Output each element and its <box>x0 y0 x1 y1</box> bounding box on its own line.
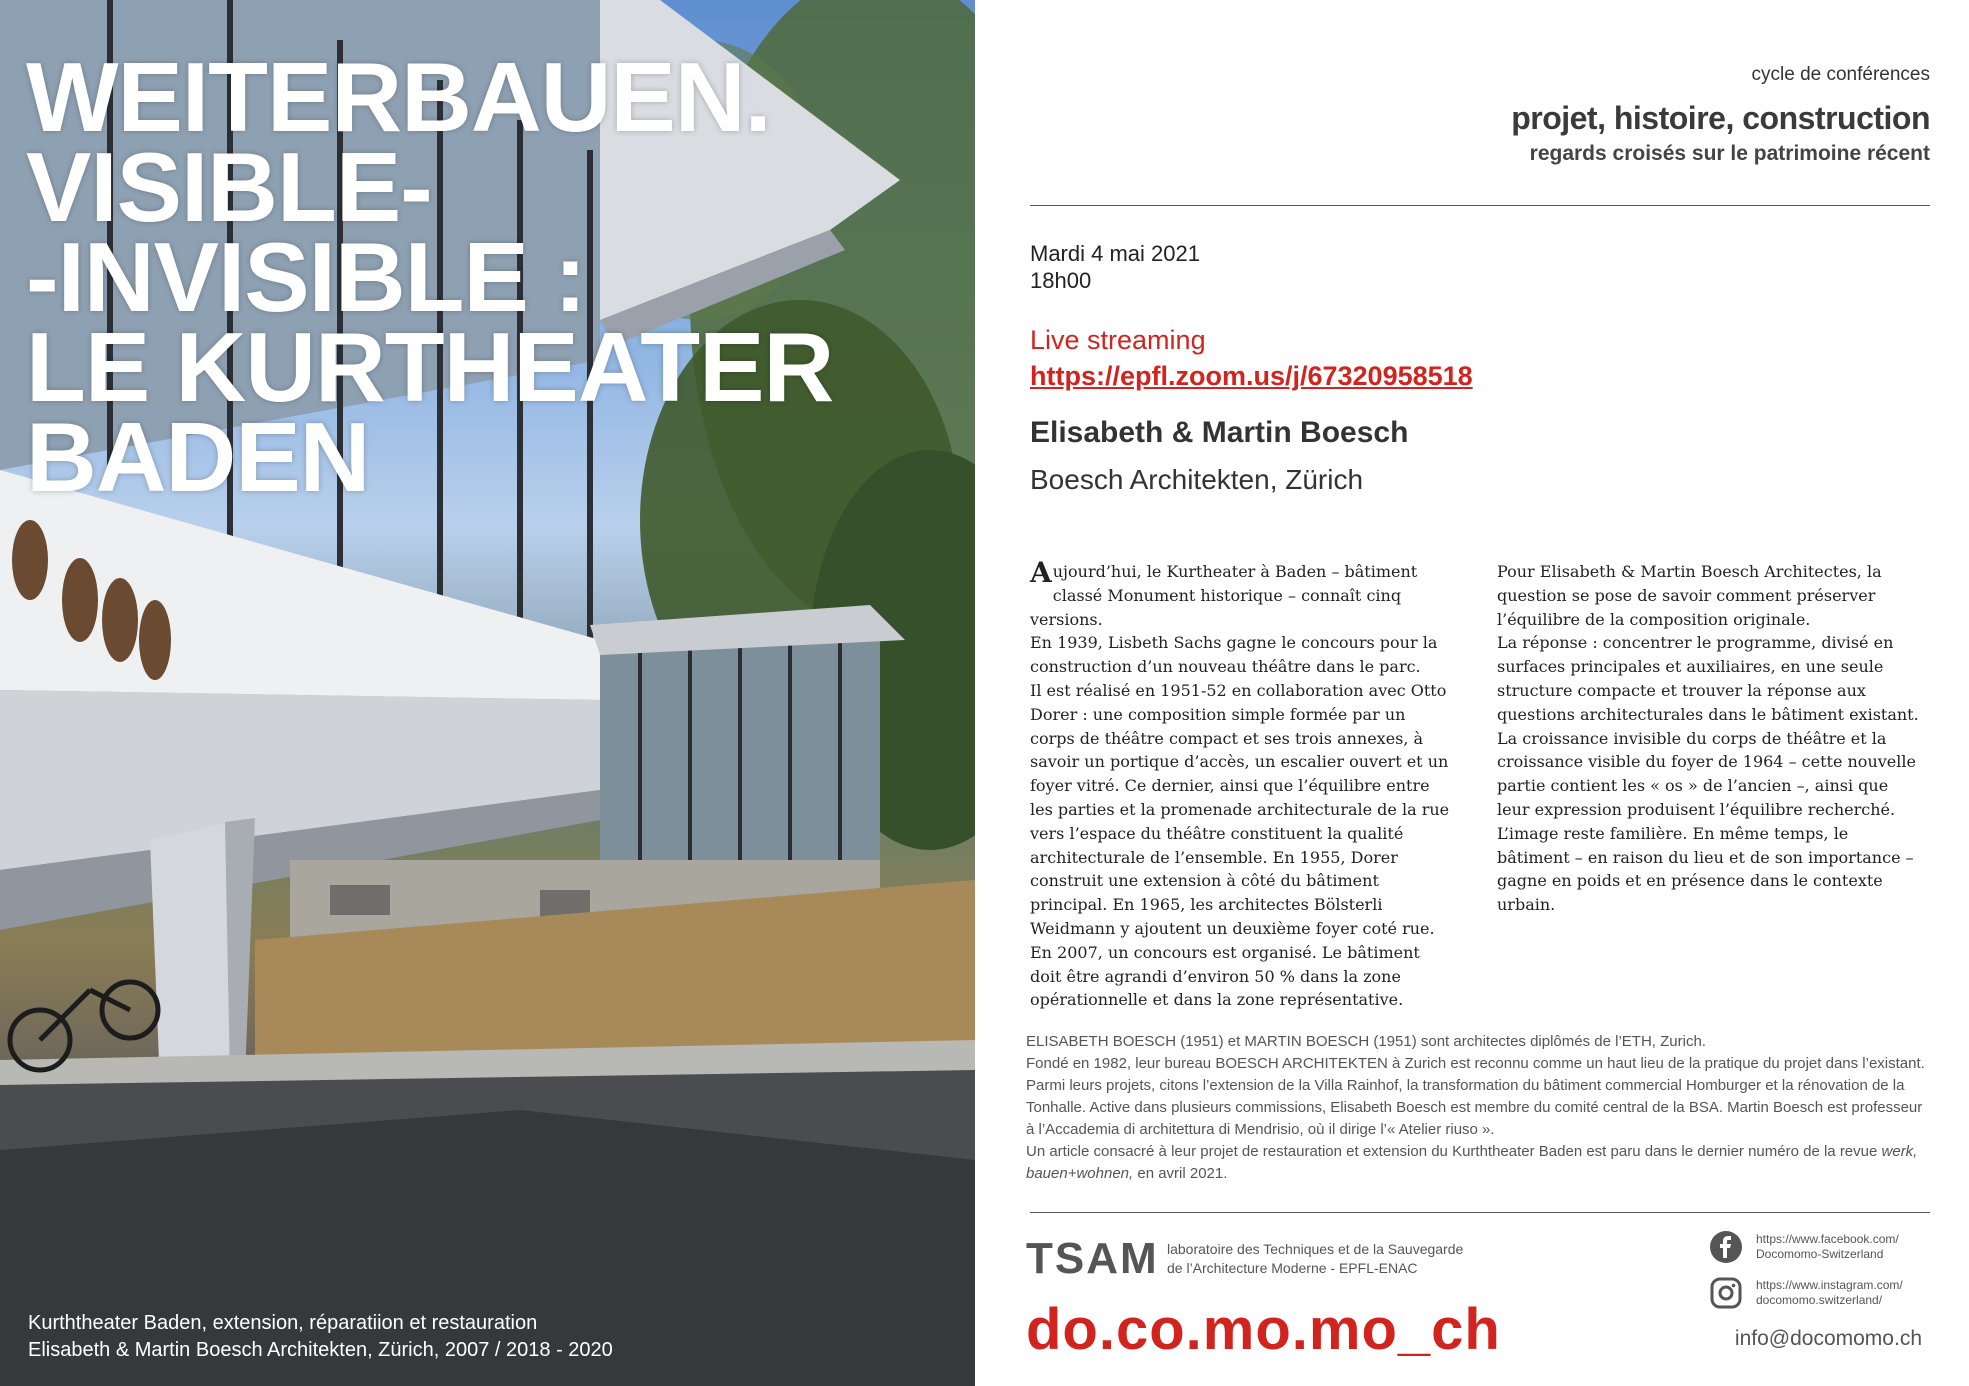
photo-caption-line: Kurththeater Baden, extension, réparatiion et restauration <box>28 1312 538 1334</box>
series-label: cycle de conférences <box>1751 64 1930 85</box>
architects-bio <box>1026 1031 1926 1185</box>
series-title: projet, histoire, construction <box>1511 100 1930 136</box>
body-paragraph: La croissance invisible du corps de théâtre et la croissance visible du foyer de 1964 – cette nouvelle partie contient les « os » de l’ancien –, ainsi que leur expression produisent l’équilibre recherché. <box>1497 728 1916 819</box>
tsam-description-line: de l’Architecture Moderne - EPFL-ENAC <box>1167 1260 1418 1276</box>
tsam-logo: TSAM <box>1026 1234 1159 1283</box>
contact-email[interactable]: info@docomomo.ch <box>1734 1327 1922 1350</box>
instagram-link[interactable] <box>1710 1277 1903 1309</box>
info-column <box>1026 0 1930 1386</box>
live-stream <box>1030 322 1473 394</box>
photo-caption <box>28 1310 613 1364</box>
poster-title <box>26 42 834 512</box>
tsam-description-line: laboratoire des Techniques et de la Sauvegarde <box>1167 1241 1464 1257</box>
poster-title-line: -INVISIBLE : <box>26 222 586 332</box>
instagram-url <box>1756 1278 1903 1308</box>
bio-text: en avril 2021. <box>1133 1165 1228 1182</box>
bio-text: Un article consacré à leur projet de restauration et extension du Kurththeater Baden est paru dans le dernier numéro de la revue <box>1026 1143 1882 1160</box>
poster-title-line: WEITERBAUEN. <box>26 42 771 152</box>
event-datetime <box>1030 240 1200 294</box>
body-paragraph: En 1939, Lisbeth Sachs gagne le concours pour la construction d’un nouveau théâtre dans le parc. <box>1030 633 1438 677</box>
live-stream-label: Live streaming <box>1030 325 1206 355</box>
body-paragraph: En 2007, un concours est organisé. Le bâtiment doit être agrandi d’environ 50 % dans la zone opérationnelle et dans la zone représentative. <box>1030 942 1420 1010</box>
zoom-link[interactable]: https://epfl.zoom.us/j/67320958518 <box>1030 361 1473 391</box>
poster-title-line: BADEN <box>26 402 370 512</box>
bio-text: à Zurich est reconnu comme un haut lieu de la pratique du projet dans l’existant. Parmi leurs projets, citons l’extension de la Villa Rainhof, la transformation du bâtiment commercial Homburger et la rénovation de la Tonhalle. Active dans plusieurs commissions, Elisabeth Boesch est membre du comité central de la BSA. Martin Boesch est professeur à l’Accademia di architettura di Mendrisio, où il dirige l’« Atelier riuso ». <box>1026 1055 1925 1138</box>
facebook-url-line: Docomomo-Switzerland <box>1756 1247 1884 1261</box>
bio-text: Fondé en 1982, leur bureau <box>1026 1055 1216 1072</box>
body-paragraph: L’image reste familière. En même temps, le bâtiment – en raison du lieu et de son importance – gagne en poids et en présence dans le contexte urbain. <box>1497 823 1914 915</box>
body-paragraph: Pour Elisabeth & Martin Boesch Architectes, la question se pose de savoir comment préserver l’équilibre de la composition originale. <box>1497 562 1882 629</box>
poster-title-line: VISIBLE- <box>26 132 432 242</box>
body-paragraph <box>1030 556 1453 631</box>
facebook-icon <box>1710 1231 1742 1263</box>
speaker-name: Elisabeth & Martin Boesch <box>1030 416 1409 449</box>
speaker-firm: Boesch Architekten, Zürich <box>1030 464 1364 495</box>
instagram-url-line: https://www.instagram.com/ <box>1756 1278 1903 1292</box>
divider <box>1030 1212 1930 1213</box>
docomomo-logo: do.co.mo.mo_ch <box>1026 1297 1501 1362</box>
tsam-description <box>1167 1240 1463 1278</box>
bio-text: (1951) sont architectes diplômés de l’ETH, Zurich. <box>1369 1033 1706 1050</box>
poster-photo <box>0 0 975 1386</box>
facebook-url-line: https://www.facebook.com/ <box>1756 1232 1899 1246</box>
body-column-1 <box>1030 556 1453 1012</box>
body-paragraph: Il est réalisé en 1951-52 en collaboration avec Otto Dorer : une composition simple formée par un corps de théâtre compact et ses trois annexes, à savoir un portique d’accès, un escalier ouvert et un foyer vitré. Ce dernier, ainsi que l’équilibre entre les parties et la promenade architecturale de la rue vers l’espace du théâtre constituent la qualité architecturale de l’ensemble. En 1955, Dorer construit une extension à côté du bâtiment principal. En 1965, les architectes Bölsterli Weidmann y ajoutent un deuxième foyer coté rue. <box>1030 680 1450 938</box>
series-subtitle: regards croisés sur le patrimoine récent <box>1529 142 1930 165</box>
event-date: Mardi 4 mai 2021 <box>1030 241 1200 266</box>
photo-caption-line: Elisabeth & Martin Boesch Architekten, Zürich, 2007 / 2018 - 2020 <box>28 1339 613 1361</box>
body-text: ujourd’hui, le Kurtheater à Baden – bâtiment classé Monument historique – connaît cinq versions. <box>1030 562 1418 629</box>
divider <box>1030 205 1930 206</box>
body-column-2 <box>1497 560 1920 917</box>
bio-line <box>1026 1031 1926 1053</box>
bio-office: BOESCH ARCHITEKTEN <box>1215 1055 1388 1072</box>
bio-name: ELISABETH BOESCH <box>1026 1033 1177 1050</box>
bio-line <box>1026 1141 1926 1185</box>
poster-title-line: LE KURTHEATER <box>26 312 834 422</box>
bio-magazine: werk, bauen+wohnen, <box>1026 1143 1918 1182</box>
drop-cap: A <box>1030 556 1052 589</box>
instagram-url-line: docomomo.switzerland/ <box>1756 1293 1883 1307</box>
bio-line <box>1026 1053 1926 1141</box>
facebook-url <box>1756 1232 1899 1262</box>
event-time: 18h00 <box>1030 268 1092 293</box>
bio-name: MARTIN BOESCH <box>1244 1033 1370 1050</box>
facebook-link[interactable] <box>1710 1231 1899 1263</box>
bio-text: (1951) et <box>1176 1033 1245 1050</box>
instagram-icon <box>1710 1277 1742 1309</box>
body-paragraph: La réponse : concentrer le programme, divisé en surfaces principales et auxiliaires, en une seule structure compacte et trouver la réponse aux questions architecturales dans le bâtiment existant. <box>1497 633 1919 724</box>
